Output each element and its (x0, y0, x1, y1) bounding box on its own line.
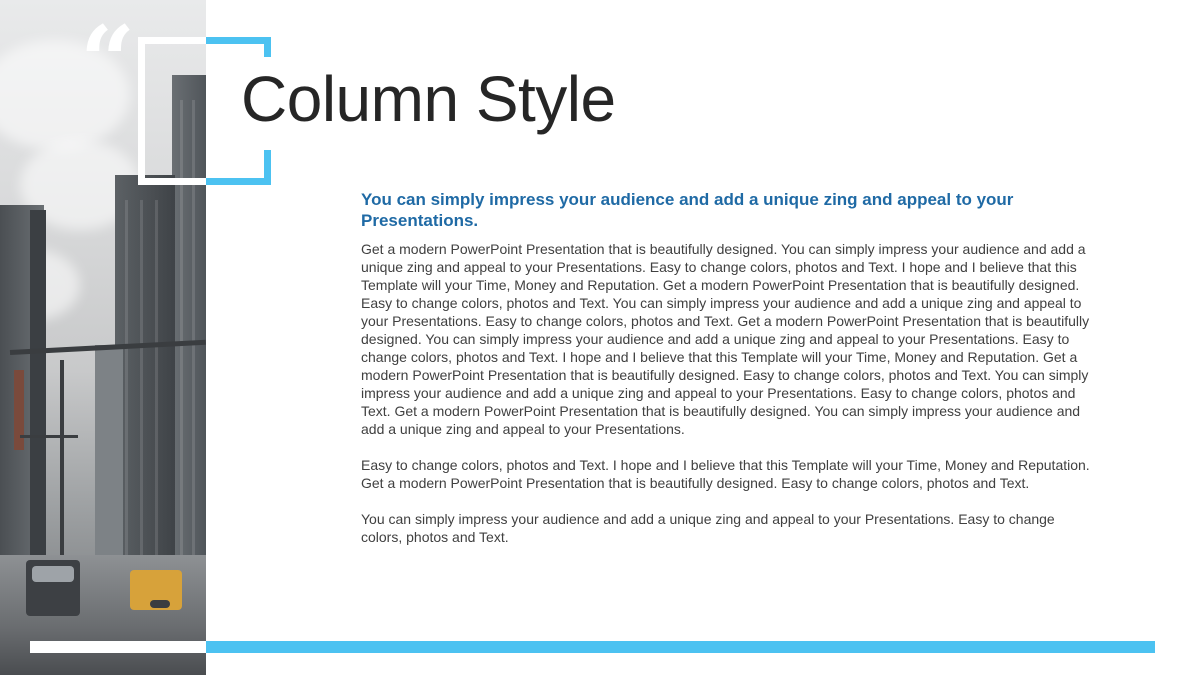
slide-title: Column Style (241, 63, 616, 135)
frame-accent-bottom (206, 178, 271, 185)
frame-accent-right-top (264, 37, 271, 57)
body-text (361, 240, 1097, 564)
frame-accent-top (206, 37, 271, 44)
paragraph-1: Get a modern PowerPoint Presentation that is beautifully designed. You can simply impress your audience and add a unique zing and appeal to your Presentations. Easy to change colors, photos and Text. I hope and I believe that this Template will your Time, Money and Reputation. Get a modern PowerPoint Presentation that is beautifully designed. Easy to change colors, photos and Text. You can simply impress your audience and add a unique zing and appeal to your Presentations. Easy to change colors, photos and Text. Get a modern PowerPoint Presentation that is beautifully designed. You can simply impress your audience and add a unique zing and appeal to your Presentations. Easy to change colors, photos and Text. I hope and I believe that this Template will your Time, Money and Reputation. Get a modern PowerPoint Presentation that is beautifully designed. Easy to change colors, photos and Text. You can simply impress your audience and add a unique zing and appeal to your Presentations. Easy to change colors, photos and Text. Get a modern PowerPoint Presentation that is beautifully designed. You can simply impress your audience and add a unique zing and appeal to your Presentations. (361, 241, 1090, 437)
footer-bar-accent (206, 641, 1155, 653)
footer-bar-white (30, 641, 206, 653)
paragraph-2: Easy to change colors, photos and Text. I hope and I believe that this Template will your Time, Money and Reputation. Get a modern PowerPoint Presentation that is beautifully designed. Easy to change colors, photos and Text. (361, 457, 1090, 491)
paragraph-3: You can simply impress your audience and add a unique zing and appeal to your Presentations. Easy to change colors, photos and Text. (361, 511, 1055, 545)
frame-accent-right-bottom (264, 150, 271, 185)
frame-bracket-left (138, 37, 210, 185)
quote-icon: “ (80, 5, 136, 118)
slide-subtitle: You can simply impress your audience and add a unique zing and appeal to your Presentations. (361, 190, 1014, 230)
